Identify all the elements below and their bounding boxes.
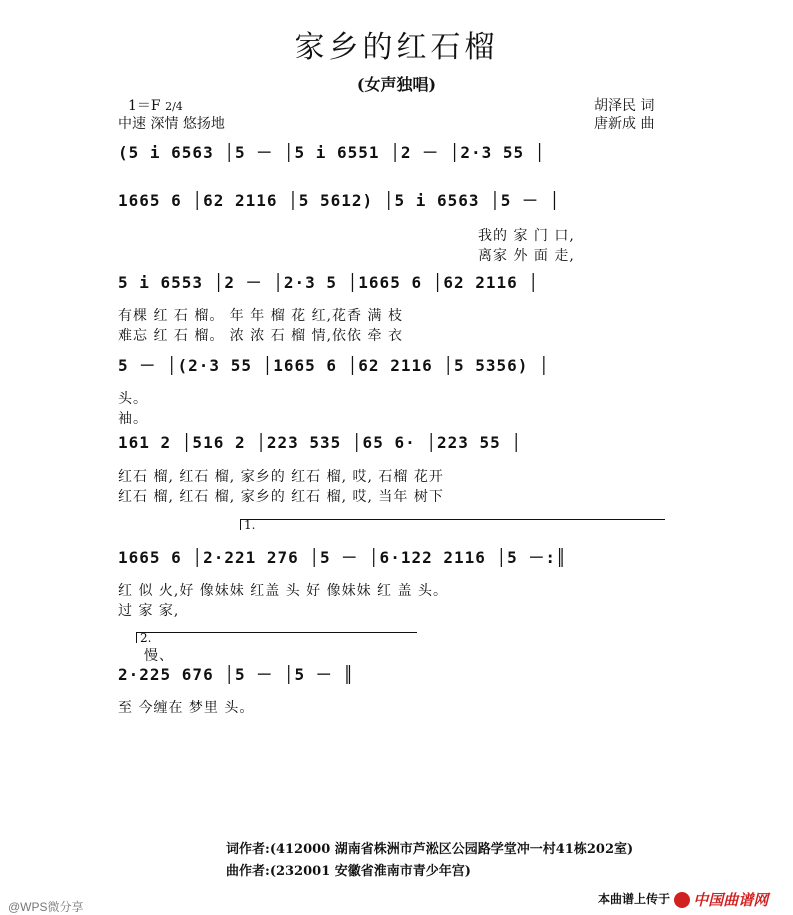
site-logo-icon	[674, 892, 690, 908]
lyricist-address	[226, 838, 633, 857]
notation-line: 5 i 6553 │2 － │2·3 5 │1665 6 │62 2116 │	[118, 273, 540, 292]
lyric-line-1: 头。	[118, 391, 148, 407]
composer-credit: 唐新成 曲	[594, 116, 655, 132]
lyric-line-2: 红石 榴, 红石 榴, 家乡的 红石 榴, 哎, 当年 树下	[118, 489, 444, 505]
upload-credit	[598, 889, 768, 910]
tempo-marking: 中速 深情 悠扬地	[118, 116, 225, 132]
notation-line: 5 － │(2·3 55 │1665 6 │62 2116 │5 5356) │	[118, 356, 550, 375]
first-ending-label: 1.	[244, 518, 256, 532]
score-system-6	[118, 545, 678, 620]
song-title: 家乡的红石榴	[294, 30, 499, 65]
score-system-1	[118, 140, 678, 163]
notation-line: (5 i 6563 │5 － │5 i 6551 │2 － │2·3 55 │	[118, 143, 546, 162]
composer-address-value: (232001 安徽省淮南市青少年宫)	[269, 864, 471, 879]
key-label: 1＝F	[128, 98, 161, 114]
notation-line: 1665 6 │2·221 276 │5 － │6·122 2116 │5 －:║	[118, 548, 567, 567]
lyric-line-2: 袖。	[118, 411, 148, 427]
lyricist-address-value: (412000 湖南省株洲市芦淞区公园路学堂冲一村41栋202室)	[269, 842, 634, 857]
score-system-4	[118, 353, 678, 428]
first-ending-bracket	[240, 519, 665, 530]
upload-text: 本曲谱上传于	[598, 892, 671, 906]
lyric-line-1: 我的 家 门 口,	[478, 228, 575, 244]
lyric-line-2: 过 家 家,	[118, 603, 180, 619]
song-subtitle: (女声独唱)	[356, 75, 437, 94]
notation-line: 2·225 676 │5 － │5 － ║	[118, 665, 355, 684]
score-system-2	[118, 188, 678, 265]
score-system-5	[118, 433, 678, 506]
lyricist-address-label: 词作者:	[226, 842, 270, 857]
meter-label: 2/4	[165, 100, 183, 113]
lyric-line-1: 红石 榴, 红石 榴, 家乡的 红石 榴, 哎, 石榴 花开	[118, 469, 444, 485]
lyric-line-2: 离家 外 面 走,	[478, 248, 575, 264]
score-system-7	[118, 662, 678, 717]
notation-line: 161 2 │516 2 │223 535 │65 6· │223 55 │	[118, 433, 523, 452]
lyric-line-1: 红 似 火,好 像妹妹 红盖 头 好 像妹妹 红 盖 头。	[118, 583, 448, 599]
notation-line: 1665 6 │62 2116 │5 5612) │5 i 6563 │5 － │	[118, 191, 561, 210]
lyricist-credit: 胡泽民 词	[594, 98, 655, 114]
composer-address	[226, 860, 471, 879]
lyric-line-1: 至 今缠在 梦里 头。	[118, 700, 255, 716]
tempo-change-mark: 慢、	[144, 648, 174, 664]
second-ending-label: 2.	[140, 631, 152, 645]
key-signature	[128, 95, 183, 115]
lyric-line-1: 有棵 红 石 榴。 年 年 榴 花 红,花香 满 枝	[118, 308, 403, 324]
lyric-line-2: 难忘 红 石 榴。 浓 浓 石 榴 情,依依 牵 衣	[118, 328, 403, 344]
second-ending-bracket	[136, 632, 417, 643]
wps-watermark: @WPS微分享	[8, 900, 84, 914]
composer-address-label: 曲作者:	[226, 864, 270, 879]
score-system-3	[118, 270, 678, 345]
site-logo[interactable]: 中国曲谱网	[693, 892, 769, 909]
